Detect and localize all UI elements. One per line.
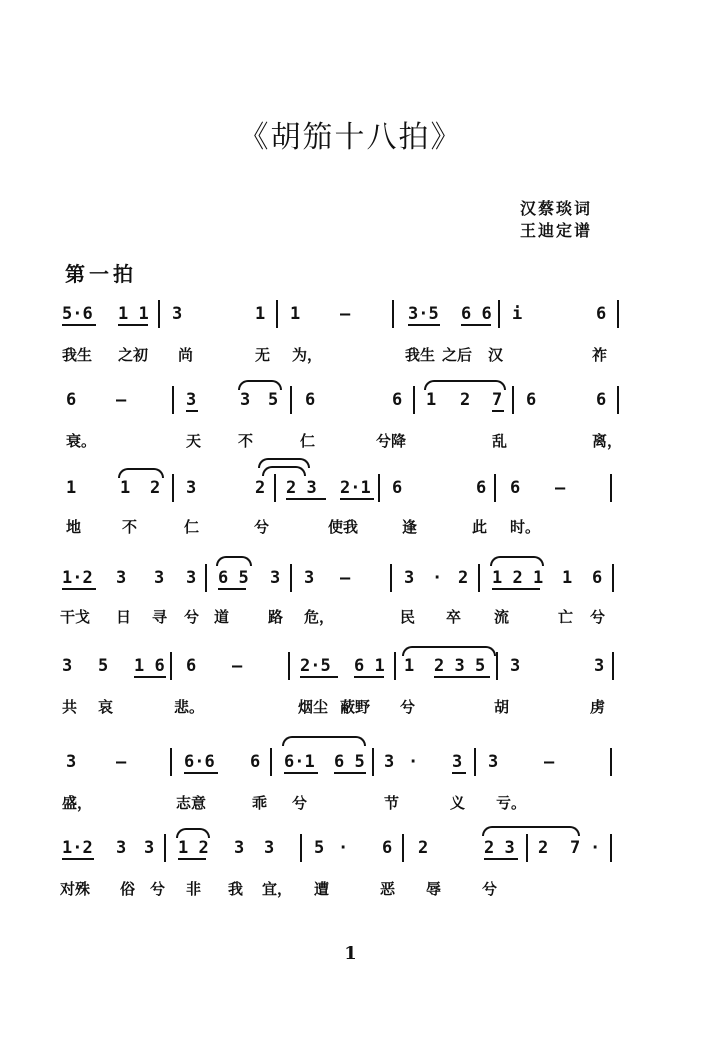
lyric: 不 bbox=[122, 518, 138, 536]
lyric: 盛， bbox=[62, 794, 93, 812]
lyric: 烟尘 bbox=[298, 698, 329, 716]
note-group: 6 5 bbox=[334, 752, 365, 772]
lyric: 民 bbox=[400, 608, 416, 626]
lyric: 之后 bbox=[442, 346, 473, 364]
note-group: — bbox=[340, 568, 351, 588]
note-group: 2 bbox=[150, 478, 161, 498]
note-group: 1 6 bbox=[134, 656, 165, 676]
note-group: 2 bbox=[460, 390, 471, 410]
arranger-credit: 王迪定谱 bbox=[520, 221, 593, 240]
bar-line bbox=[474, 748, 476, 776]
note-group: 6 bbox=[382, 838, 393, 858]
note-group: 6 bbox=[66, 390, 77, 410]
bar-line bbox=[172, 474, 174, 502]
score-system-1 bbox=[0, 300, 701, 390]
note-group: 6·1 bbox=[284, 752, 315, 772]
lyric: 亡 bbox=[558, 608, 574, 626]
note-group: 3 bbox=[186, 478, 197, 498]
bar-line bbox=[172, 386, 174, 414]
score-system-6 bbox=[0, 748, 701, 838]
note-group: 6 bbox=[526, 390, 537, 410]
underline bbox=[284, 772, 318, 774]
bar-line bbox=[390, 564, 392, 592]
lyric: 虏 bbox=[590, 698, 606, 716]
slur bbox=[490, 556, 544, 566]
note-group: 3 bbox=[384, 752, 395, 772]
note-group: 3 bbox=[154, 568, 165, 588]
lyric: 仁 bbox=[300, 432, 316, 450]
slur bbox=[482, 826, 580, 836]
bar-line bbox=[288, 652, 290, 680]
lyric: 尚 bbox=[178, 346, 194, 364]
note-group: 6 bbox=[596, 390, 607, 410]
slur bbox=[118, 468, 164, 478]
note-group: 2 bbox=[255, 478, 266, 498]
note-group: 3 bbox=[452, 752, 463, 772]
lyric: 亏。 bbox=[496, 794, 527, 812]
lyric: 悲。 bbox=[174, 698, 205, 716]
underline bbox=[354, 676, 384, 678]
note-group: 6 bbox=[510, 478, 521, 498]
score-system-7 bbox=[0, 834, 701, 924]
note-group: 1 bbox=[290, 304, 301, 324]
bar-line bbox=[300, 834, 302, 862]
underline bbox=[118, 324, 148, 326]
note-group: 1 bbox=[562, 568, 573, 588]
bar-line bbox=[494, 474, 496, 502]
bar-line bbox=[496, 652, 498, 680]
bar-line bbox=[610, 748, 612, 776]
underline bbox=[178, 858, 206, 860]
lyric: 天 bbox=[186, 432, 202, 450]
note-group: 2 bbox=[538, 838, 549, 858]
lyric: 日 bbox=[116, 608, 132, 626]
bar-line bbox=[274, 474, 276, 502]
lyric: 宜， bbox=[262, 880, 293, 898]
note-group: 6 bbox=[305, 390, 316, 410]
lyric: 地 bbox=[66, 518, 82, 536]
lyric: 兮 bbox=[184, 608, 200, 626]
lyric: 汉 bbox=[488, 346, 504, 364]
underline bbox=[434, 676, 490, 678]
lyric: 流 bbox=[494, 608, 510, 626]
note-group: 3 bbox=[234, 838, 245, 858]
bar-line bbox=[498, 300, 500, 328]
note-group: 5 bbox=[268, 390, 279, 410]
underline bbox=[334, 772, 366, 774]
bar-line bbox=[413, 386, 415, 414]
note-group: 6 bbox=[596, 304, 607, 324]
bar-line bbox=[512, 386, 514, 414]
lyric: 非 bbox=[186, 880, 202, 898]
lyric: 义 bbox=[450, 794, 466, 812]
note-group: 5 bbox=[314, 838, 325, 858]
lyric: 时。 bbox=[510, 518, 541, 536]
lyric: 仁 bbox=[184, 518, 200, 536]
note-group: 1 bbox=[426, 390, 437, 410]
underline bbox=[340, 498, 374, 500]
slur bbox=[238, 380, 282, 390]
bar-line bbox=[478, 564, 480, 592]
lyric: 兮 bbox=[254, 518, 270, 536]
note-group: — bbox=[232, 656, 243, 676]
underline bbox=[62, 588, 96, 590]
lyric: 蔽野 bbox=[340, 698, 371, 716]
bar-line bbox=[290, 386, 292, 414]
note-group: 3 bbox=[172, 304, 183, 324]
bar-line bbox=[526, 834, 528, 862]
note-group: 6 1 bbox=[354, 656, 385, 676]
underline bbox=[408, 324, 440, 326]
lyric: 遭 bbox=[314, 880, 330, 898]
note-group: 5 bbox=[98, 656, 109, 676]
note-group: 3 bbox=[186, 390, 197, 410]
bar-line bbox=[372, 748, 374, 776]
score-system-3 bbox=[0, 472, 701, 562]
note-group: 3 bbox=[116, 568, 127, 588]
note-group: 6 bbox=[592, 568, 603, 588]
note-group: 1 1 bbox=[118, 304, 149, 324]
score-system-4 bbox=[0, 562, 701, 652]
note-group: 7 bbox=[492, 390, 503, 410]
note-group: 2 3 bbox=[484, 838, 515, 858]
note-group: 6 bbox=[392, 478, 403, 498]
lyric: 道 bbox=[214, 608, 230, 626]
note-group: — bbox=[116, 390, 127, 410]
bar-line bbox=[170, 748, 172, 776]
bar-line bbox=[610, 474, 612, 502]
note-group: 2 bbox=[458, 568, 469, 588]
lyric: 兮 bbox=[400, 698, 416, 716]
note-group: — bbox=[555, 478, 566, 498]
note-group: 2·1 bbox=[340, 478, 371, 498]
score-system-5 bbox=[0, 652, 701, 742]
bar-line bbox=[164, 834, 166, 862]
note-group: 7 bbox=[570, 838, 581, 858]
lyric: 胡 bbox=[494, 698, 510, 716]
note-group: 3 bbox=[304, 568, 315, 588]
note-group: — bbox=[544, 752, 555, 772]
note-group: · bbox=[590, 838, 601, 858]
note-group: 6 bbox=[250, 752, 261, 772]
underline bbox=[186, 410, 198, 412]
note-group: 2 3 5 bbox=[434, 656, 486, 676]
note-group: 5·6 bbox=[62, 304, 93, 324]
lyric: 之初 bbox=[118, 346, 149, 364]
note-group: 3 bbox=[594, 656, 605, 676]
note-group: — bbox=[116, 752, 127, 772]
bar-line bbox=[617, 386, 619, 414]
bar-line bbox=[205, 564, 207, 592]
lyric: 兮降 bbox=[376, 432, 407, 450]
lyric: 辱 bbox=[426, 880, 442, 898]
lyric: 离， bbox=[592, 432, 623, 450]
bar-line bbox=[394, 652, 396, 680]
note-group: — bbox=[340, 304, 351, 324]
lyric: 乱 bbox=[492, 432, 508, 450]
lyric: 俗 bbox=[120, 880, 136, 898]
lyric: 对殊 bbox=[60, 880, 91, 898]
page-number: 1 bbox=[344, 943, 357, 964]
note-group: 3 bbox=[116, 838, 127, 858]
note-group: · bbox=[408, 752, 419, 772]
note-group: 1·2 bbox=[62, 568, 93, 588]
underline bbox=[134, 676, 166, 678]
note-group: 1 2 1 bbox=[492, 568, 544, 588]
slur bbox=[402, 646, 496, 656]
note-group: · bbox=[432, 568, 443, 588]
lyric: 为， bbox=[292, 346, 323, 364]
note-group: 3 bbox=[488, 752, 499, 772]
bar-line bbox=[290, 564, 292, 592]
note-group: 2·5 bbox=[300, 656, 331, 676]
note-group: 6 bbox=[392, 390, 403, 410]
note-group: 2 3 bbox=[286, 478, 317, 498]
lyric: 此 bbox=[472, 518, 488, 536]
note-group: 6 6 bbox=[461, 304, 492, 324]
note-group: 6 5 bbox=[218, 568, 249, 588]
underline bbox=[452, 772, 466, 774]
bar-line bbox=[270, 748, 272, 776]
underline bbox=[286, 498, 326, 500]
lyric: 逢 bbox=[402, 518, 418, 536]
bar-line bbox=[612, 564, 614, 592]
slur bbox=[262, 466, 306, 476]
note-group: 3 bbox=[66, 752, 77, 772]
lyric: 兮 bbox=[482, 880, 498, 898]
note-group: 6 bbox=[476, 478, 487, 498]
bar-line bbox=[612, 652, 614, 680]
lyric: 节 bbox=[384, 794, 400, 812]
lyric: 卒 bbox=[446, 608, 462, 626]
lyric: 寻 bbox=[152, 608, 168, 626]
lyric: 无 bbox=[255, 346, 271, 364]
note-group: · bbox=[338, 838, 349, 858]
lyric: 路 bbox=[268, 608, 284, 626]
lyric: 危， bbox=[304, 608, 335, 626]
bar-line bbox=[158, 300, 160, 328]
lyric: 我生 bbox=[62, 346, 93, 364]
note-group: 3 bbox=[264, 838, 275, 858]
bar-line bbox=[610, 834, 612, 862]
note-group: 3 bbox=[510, 656, 521, 676]
note-group: 1 bbox=[66, 478, 77, 498]
underline bbox=[492, 588, 540, 590]
note-group: 1 bbox=[255, 304, 266, 324]
note-group: 3 bbox=[62, 656, 73, 676]
lyric: 使我 bbox=[328, 518, 359, 536]
underline bbox=[218, 588, 246, 590]
underline bbox=[461, 324, 491, 326]
lyric: 干戈 bbox=[60, 608, 91, 626]
note-group: 3 bbox=[404, 568, 415, 588]
lyric: 恶 bbox=[380, 880, 396, 898]
note-group: 6 bbox=[186, 656, 197, 676]
underline bbox=[62, 324, 96, 326]
note-group: 3·5 bbox=[408, 304, 439, 324]
note-group: 1·2 bbox=[62, 838, 93, 858]
slur bbox=[216, 556, 252, 566]
bar-line bbox=[276, 300, 278, 328]
note-group: 1 bbox=[120, 478, 131, 498]
underline bbox=[184, 772, 218, 774]
note-group: 1 bbox=[404, 656, 415, 676]
lyric: 共 bbox=[62, 698, 78, 716]
bar-line bbox=[392, 300, 394, 328]
bar-line bbox=[402, 834, 404, 862]
lyric: 兮 bbox=[590, 608, 606, 626]
score-system-2 bbox=[0, 386, 701, 476]
lyric: 衰。 bbox=[66, 432, 97, 450]
lyricist-credit: 汉蔡琰词 bbox=[520, 199, 593, 218]
section-label: 第一拍 bbox=[65, 262, 137, 286]
note-group: 3 bbox=[144, 838, 155, 858]
slur bbox=[176, 828, 210, 838]
lyric: 不 bbox=[238, 432, 254, 450]
note-group: 1 2 bbox=[178, 838, 209, 858]
lyric: 兮 bbox=[150, 880, 166, 898]
underline bbox=[300, 676, 338, 678]
underline bbox=[62, 858, 94, 860]
lyric: 祚 bbox=[592, 346, 608, 364]
note-group: 3 bbox=[270, 568, 281, 588]
lyric: 乖 bbox=[252, 794, 268, 812]
lyric: 哀 bbox=[98, 698, 114, 716]
note-group: 2 bbox=[418, 838, 429, 858]
bar-line bbox=[617, 300, 619, 328]
note-group: 6·6 bbox=[184, 752, 215, 772]
score-title: 《胡笳十八拍》 bbox=[238, 120, 463, 155]
note-group: 3 bbox=[186, 568, 197, 588]
note-group: 3 bbox=[240, 390, 251, 410]
slur bbox=[424, 380, 506, 390]
underline bbox=[484, 858, 518, 860]
bar-line bbox=[170, 652, 172, 680]
lyric: 志意 bbox=[176, 794, 207, 812]
lyric: 我 bbox=[228, 880, 244, 898]
underline bbox=[492, 410, 504, 412]
lyric: 兮 bbox=[292, 794, 308, 812]
bar-line bbox=[378, 474, 380, 502]
slur bbox=[282, 736, 366, 746]
note-group: i bbox=[512, 304, 523, 324]
lyric: 我生 bbox=[405, 346, 436, 364]
